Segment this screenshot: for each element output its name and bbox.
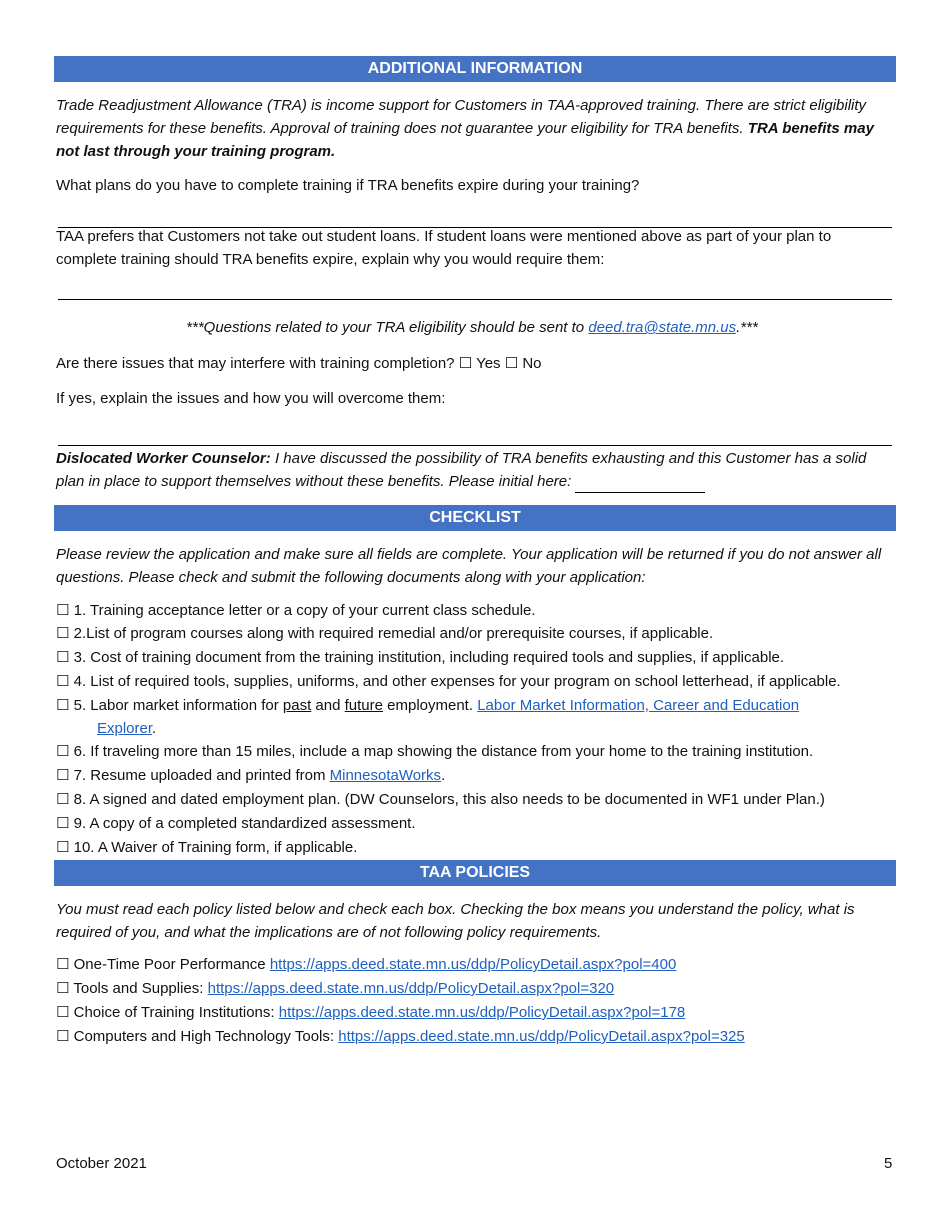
counselor-text: I have discussed the possibility of TRA benefits exhausting and this Customer has a solid plan in place to support themselves without these benefits. Please initial here: [56,450,867,490]
checklist-item-9-text: 9. A copy of a completed standardized assessment. [73,815,416,832]
minnesotaworks-link[interactable]: MinnesotaWorks [329,767,442,784]
yes-label: Yes [476,355,501,372]
labor-market-link-continued[interactable]: Explorer [97,720,153,737]
policy-4-label: Computers and High Technology Tools: [73,1028,335,1045]
policy-3-checkbox[interactable]: ☐ [56,1003,70,1021]
checklist-item-5-period: . [152,720,157,737]
policy-3-label: Choice of Training Institutions: [73,1004,275,1021]
issues-answer-line[interactable] [58,445,892,446]
checklist-item-9-checkbox[interactable]: ☐ [56,814,70,832]
checklist-item-3 [56,646,784,669]
policy-2-checkbox[interactable]: ☐ [56,979,70,997]
checklist-item-5-past: past [282,697,312,714]
checklist-item-6-checkbox[interactable]: ☐ [56,742,70,760]
checklist-item-10-checkbox[interactable]: ☐ [56,838,70,856]
issues-question-row [56,352,542,375]
checklist-item-7-period: . [441,767,446,784]
yes-checkbox[interactable]: ☐ [458,354,473,372]
policy-1-link[interactable]: https://apps.deed.state.mn.us/ddp/PolicyDetail.aspx?pol=400 [269,956,677,973]
policy-row-poor-performance [56,953,676,976]
checklist-item-6 [56,740,813,763]
taa-policies-header [54,860,896,886]
taa-policies-heading: TAA POLICIES [419,864,531,881]
issues-question: Are there issues that may interfere with training completion? [56,355,455,372]
checklist-item-4-text: 4. List of required tools, supplies, uniforms, and other expenses for your program on school letterhead, if applicable. [73,673,841,690]
policy-row-computers [56,1025,745,1048]
counselor-initial-field[interactable] [575,476,705,493]
checklist-item-2-checkbox[interactable]: ☐ [56,624,70,642]
checklist-item-4 [56,670,841,693]
counselor-paragraph [56,447,888,493]
tra-warning-text: TRA benefits may not last through your training program. [56,120,874,160]
footer-page-number: 5 [884,1155,893,1172]
checklist-item-1-text: 1. Training acceptance letter or a copy of your current class schedule. [73,602,536,619]
checklist-intro: Please review the application and make sure all fields are complete. Your application will be returned if you do not answer all questions. Please check and submit the following documents along with your application: [56,546,882,586]
policy-2-label: Tools and Supplies: [73,980,204,997]
policy-1-label: One-Time Poor Performance [73,956,266,973]
checklist-item-10 [56,836,357,859]
policy-row-training-institutions [56,1001,685,1024]
labor-market-link[interactable]: Labor Market Information, Career and Education [477,697,800,714]
tra-intro-text: Trade Readjustment Allowance (TRA) is income support for Customers in TAA-approved training. There are strict eligibility requirements for these benefits. Approval of training does not guarantee your eligibility for TRA benefits. [56,97,867,137]
tra-questions-suffix: .*** [736,319,758,336]
checklist-item-5-text-a: 5. Labor market information for [73,697,283,714]
policy-4-checkbox[interactable]: ☐ [56,1027,70,1045]
checklist-item-3-checkbox[interactable]: ☐ [56,648,70,666]
policies-intro: You must read each policy listed below and check each box. Checking the box means you understand the policy, what is required of you, and what the implications are of not following policy requirements. [56,901,855,941]
checklist-header [54,505,896,531]
tra-questions-note [56,316,888,339]
checklist-item-2-text: 2.List of program courses along with required remedial and/or prerequisite courses, if applicable. [73,625,714,642]
no-checkbox[interactable]: ☐ [504,354,519,372]
policy-row-tools-supplies [56,977,614,1000]
checklist-item-6-text: 6. If traveling more than 15 miles, include a map showing the distance from your home to the training institution. [73,743,814,760]
policy-2-link[interactable]: https://apps.deed.state.mn.us/ddp/PolicyDetail.aspx?pol=320 [207,980,615,997]
checklist-item-5-checkbox[interactable]: ☐ [56,696,70,714]
plans-question: What plans do you have to complete training if TRA benefits expire during your training? [56,177,640,194]
checklist-item-9 [56,812,416,835]
checklist-item-7-checkbox[interactable]: ☐ [56,766,70,784]
checklist-item-1 [56,599,536,622]
additional-information-heading: ADDITIONAL INFORMATION [367,60,583,77]
loans-answer-line[interactable] [58,299,892,300]
footer-date: October 2021 [56,1155,147,1172]
additional-information-header [54,56,896,82]
explain-issues-prompt: If yes, explain the issues and how you will overcome them: [56,390,446,407]
checklist-item-5-continued [97,717,156,740]
checklist-item-5-text-b: employment. [382,697,478,714]
checklist-item-10-text: 10. A Waiver of Training form, if applicable. [73,839,358,856]
checklist-item-8-text: 8. A signed and dated employment plan. (DW Counselors, this also needs to be documented in WF1 under Plan.) [73,791,825,808]
policy-4-link[interactable]: https://apps.deed.state.mn.us/ddp/PolicyDetail.aspx?pol=325 [338,1028,745,1045]
checklist-item-5-and: and [311,697,345,714]
checklist-item-5-future: future [344,697,383,714]
checklist-item-8-checkbox[interactable]: ☐ [56,790,70,808]
checklist-item-5 [56,694,799,717]
policy-1-checkbox[interactable]: ☐ [56,955,70,973]
checklist-item-7-text: 7. Resume uploaded and printed from [73,767,330,784]
tra-email-link[interactable]: deed.tra@state.mn.us [588,319,737,336]
checklist-item-3-text: 3. Cost of training document from the training institution, including required tools and supplies, if applicable. [73,649,785,666]
no-label: No [522,355,542,372]
checklist-item-4-checkbox[interactable]: ☐ [56,672,70,690]
tra-questions-prefix: ***Questions related to your TRA eligibility should be sent to [186,319,589,336]
checklist-heading: CHECKLIST [429,509,521,526]
checklist-item-7 [56,764,445,787]
policy-3-link[interactable]: https://apps.deed.state.mn.us/ddp/PolicyDetail.aspx?pol=178 [278,1004,686,1021]
tra-intro-paragraph [56,94,888,163]
checklist-item-2 [56,622,713,645]
counselor-label: Dislocated Worker Counselor: [56,450,271,467]
checklist-item-8 [56,788,825,811]
loans-paragraph: TAA prefers that Customers not take out student loans. If student loans were mentioned above as part of your plan to complete training should TRA benefits expire, explain why you would require them: [56,228,832,268]
checklist-item-1-checkbox[interactable]: ☐ [56,601,70,619]
